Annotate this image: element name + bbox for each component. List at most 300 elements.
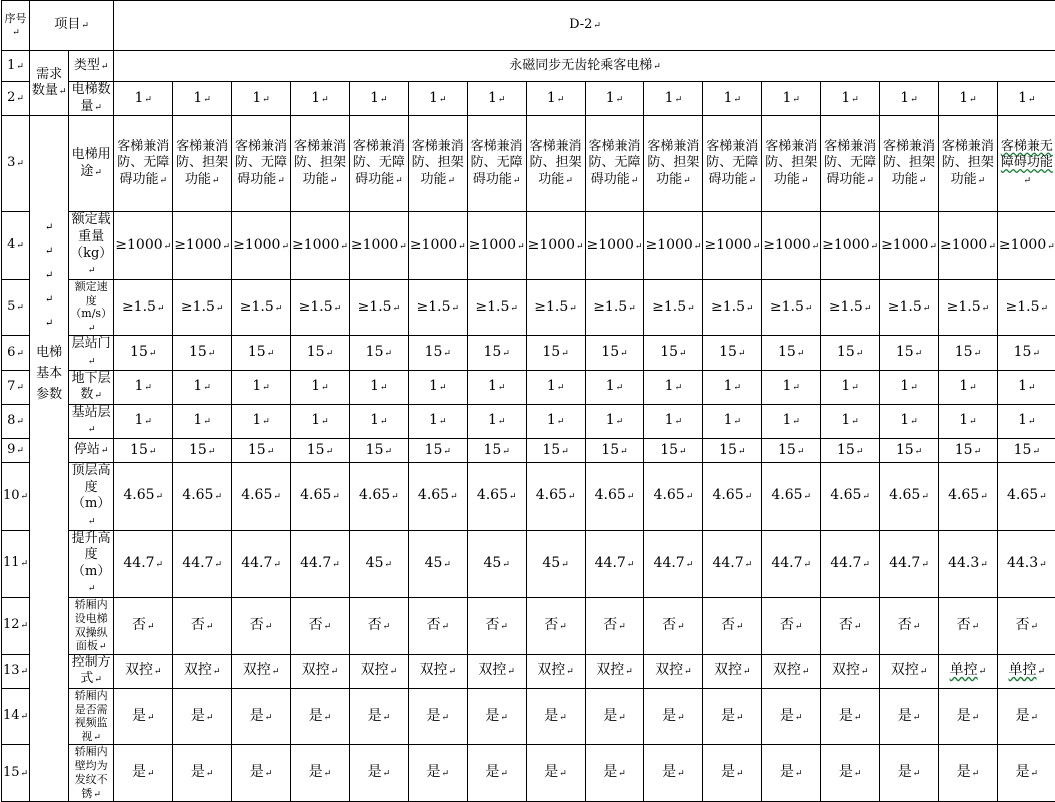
table-row: [2, 51, 1055, 82]
paragraph-mark-icon: ↵: [451, 304, 459, 314]
data-cell: [349, 116, 408, 212]
data-cell: [821, 336, 880, 370]
data-cell: [880, 463, 939, 531]
paragraph-mark-icon: ↵: [745, 492, 753, 502]
paragraph-mark-icon: ↵: [653, 62, 661, 72]
paragraph-mark-icon: ↵: [395, 176, 403, 186]
data-cell-text: 是: [1016, 764, 1030, 780]
paragraph-mark-icon: ↵: [332, 560, 340, 570]
data-cell-text: 是: [250, 708, 264, 724]
row-label-text: 额定载重量（kg）: [70, 212, 112, 260]
paragraph-mark-icon: ↵: [557, 417, 565, 427]
data-cell-text: 15: [248, 442, 266, 458]
paragraph-mark-icon: ↵: [982, 304, 990, 314]
data-cell-text: 否: [603, 617, 617, 633]
paragraph-mark-icon: ↵: [635, 242, 643, 252]
data-cell-text: 是: [957, 764, 971, 780]
data-cell: [938, 439, 997, 463]
data-cell-text: 1: [782, 378, 791, 394]
paragraph-mark-icon: ↵: [679, 349, 687, 359]
table-row: [2, 370, 1055, 404]
data-cell: [349, 530, 408, 598]
data-cell: [232, 439, 291, 463]
data-cell: [291, 212, 350, 280]
paragraph-mark-icon: ↵: [380, 95, 388, 105]
data-cell: [408, 745, 467, 802]
paragraph-mark-icon: ↵: [21, 621, 29, 631]
data-cell: [349, 654, 408, 688]
paragraph-mark-icon: ↵: [502, 560, 510, 570]
paragraph-mark-icon: ↵: [21, 492, 29, 502]
data-cell-text: 1: [900, 412, 909, 428]
row-number: [2, 82, 30, 116]
data-cell: [938, 336, 997, 370]
paragraph-mark-icon: ↵: [969, 383, 977, 393]
paragraph-mark-icon: ↵: [154, 667, 162, 677]
data-cell-text: 是: [485, 764, 499, 780]
data-cell-text: 1: [252, 412, 261, 428]
paragraph-mark-icon: ↵: [21, 769, 29, 779]
paragraph-mark-icon: ↵: [631, 176, 639, 186]
paragraph-mark-icon: ↵: [593, 21, 601, 31]
data-cell: [644, 688, 703, 745]
data-cell: [173, 439, 232, 463]
data-cell-text: 15: [719, 442, 737, 458]
data-cell-text: 双控: [714, 662, 742, 678]
paragraph-mark-icon: ↵: [507, 667, 515, 677]
header-item: [30, 1, 114, 51]
paragraph-mark-icon: ↵: [915, 349, 923, 359]
data-cell-text: 否: [957, 617, 971, 633]
data-cell: [585, 212, 644, 280]
data-cell: [114, 404, 173, 438]
data-cell: [644, 116, 703, 212]
paragraph-mark-icon: ↵: [331, 667, 339, 677]
data-cell: [467, 279, 526, 336]
data-cell-text: 4.65: [182, 487, 213, 503]
paragraph-mark-icon: ↵: [510, 304, 518, 314]
row-number-text: 7: [7, 379, 15, 394]
paragraph-mark-icon: ↵: [147, 713, 155, 723]
paragraph-mark-icon: ↵: [500, 713, 508, 723]
data-cell: [114, 598, 173, 655]
data-cell-text: ≥1.5: [416, 299, 450, 315]
data-cell: [349, 212, 408, 280]
paragraph-mark-icon: ↵: [746, 304, 754, 314]
paragraph-mark-icon: ↵: [921, 560, 929, 570]
row-label: [69, 279, 114, 336]
data-cell-text: ≥1000: [881, 237, 928, 253]
data-cell-text: 客梯兼消防、无障碍功能: [588, 139, 640, 187]
data-cell-text: ≥1000: [999, 237, 1046, 253]
data-cell-text: 是: [957, 708, 971, 724]
data-cell-text: 否: [780, 617, 794, 633]
data-cell: [821, 439, 880, 463]
data-cell: [762, 463, 821, 531]
data-cell-text: 1: [370, 378, 379, 394]
paragraph-mark-icon: ↵: [733, 95, 741, 105]
paragraph-mark-icon: ↵: [164, 242, 172, 252]
data-cell: [644, 404, 703, 438]
paragraph-mark-icon: ↵: [31, 264, 67, 288]
paragraph-mark-icon: ↵: [1039, 560, 1047, 570]
data-cell-text: 15: [955, 442, 973, 458]
row-label: [69, 82, 114, 116]
row-number-text: 8: [7, 413, 15, 428]
data-cell-text: ≥1.5: [711, 299, 745, 315]
data-cell: [585, 82, 644, 116]
data-cell: [467, 336, 526, 370]
data-cell: [585, 279, 644, 336]
row-label-text: 电梯用途: [72, 147, 111, 179]
data-cell: [349, 688, 408, 745]
paragraph-mark-icon: ↵: [683, 176, 691, 186]
data-cell: [585, 530, 644, 598]
data-cell: [997, 463, 1055, 531]
paragraph-mark-icon: ↵: [206, 769, 214, 779]
data-cell: [880, 336, 939, 370]
paragraph-mark-icon: ↵: [88, 266, 96, 276]
table-row: [2, 212, 1055, 280]
data-cell: [880, 212, 939, 280]
data-cell: [173, 688, 232, 745]
data-cell-text: 是: [721, 708, 735, 724]
data-cell: [232, 279, 291, 336]
paragraph-mark-icon: ↵: [749, 176, 757, 186]
data-cell-text: 4.65: [123, 487, 154, 503]
paragraph-mark-icon: ↵: [684, 667, 692, 677]
paragraph-mark-icon: ↵: [330, 176, 338, 186]
data-cell: [349, 598, 408, 655]
paragraph-mark-icon: ↵: [1047, 242, 1055, 252]
data-cell-text: 44.3: [1007, 555, 1038, 571]
data-cell-text: 15: [366, 344, 384, 360]
data-cell: [467, 404, 526, 438]
data-cell: [526, 463, 585, 531]
data-cell: [114, 279, 173, 336]
data-cell-text: 否: [662, 617, 676, 633]
data-cell-text: 15: [1014, 442, 1032, 458]
data-cell-text: 45: [366, 555, 384, 571]
paragraph-mark-icon: ↵: [99, 642, 107, 652]
row-label: [69, 654, 114, 688]
data-cell-text: 1: [841, 378, 850, 394]
data-cell-text: ≥1.5: [947, 299, 981, 315]
data-cell-text: ≥1000: [704, 237, 751, 253]
data-cell-text: 15: [778, 344, 796, 360]
table-row: [2, 688, 1055, 745]
data-cell-text: ≥1000: [233, 237, 280, 253]
paragraph-mark-icon: ↵: [262, 383, 270, 393]
paragraph-mark-icon: ↵: [792, 417, 800, 427]
data-cell: [526, 439, 585, 463]
table-row: [2, 463, 1055, 531]
data-cell-text: 单控: [950, 662, 978, 678]
paragraph-mark-icon: ↵: [687, 304, 695, 314]
data-cell-text: 客梯兼消防、担架功能: [530, 139, 582, 187]
data-cell-text: 客梯兼消防、担架功能: [647, 139, 699, 187]
data-cell: [232, 370, 291, 404]
paragraph-mark-icon: ↵: [854, 769, 862, 779]
paragraph-mark-icon: ↵: [157, 304, 165, 314]
data-cell-text: ≥1000: [410, 237, 457, 253]
data-cell: [114, 439, 173, 463]
paragraph-mark-icon: ↵: [265, 622, 273, 632]
data-cell-text: 是: [191, 708, 205, 724]
data-cell-text: ≥1000: [115, 237, 162, 253]
paragraph-mark-icon: ↵: [851, 417, 859, 427]
data-cell: [408, 654, 467, 688]
paragraph-mark-icon: ↵: [206, 713, 214, 723]
paragraph-mark-icon: ↵: [324, 622, 332, 632]
paragraph-mark-icon: ↵: [736, 622, 744, 632]
paragraph-mark-icon: ↵: [213, 667, 221, 677]
data-cell-text: 1: [900, 378, 909, 394]
paragraph-mark-icon: ↵: [792, 95, 800, 105]
paragraph-mark-icon: ↵: [159, 176, 167, 186]
paragraph-mark-icon: ↵: [94, 675, 102, 685]
data-cell: [467, 745, 526, 802]
data-cell: [408, 82, 467, 116]
data-cell-text: 1: [782, 412, 791, 428]
data-cell: [173, 654, 232, 688]
data-cell: [173, 598, 232, 655]
data-cell: [114, 463, 173, 531]
paragraph-mark-icon: ↵: [910, 417, 918, 427]
data-cell: [349, 404, 408, 438]
data-cell: [585, 404, 644, 438]
data-cell-text: 44.3: [948, 555, 979, 571]
data-cell-text: 是: [544, 708, 558, 724]
data-cell-text: 15: [542, 442, 560, 458]
data-cell: [644, 370, 703, 404]
paragraph-mark-icon: ↵: [694, 242, 702, 252]
data-cell: [997, 116, 1055, 212]
paragraph-mark-icon: ↵: [559, 713, 567, 723]
data-cell-text: 客梯兼消防、无障碍功能: [117, 139, 169, 187]
data-cell: [585, 336, 644, 370]
data-cell-text: 1: [606, 378, 615, 394]
paragraph-mark-icon: ↵: [498, 383, 506, 393]
paragraph-mark-icon: ↵: [568, 492, 576, 502]
data-cell-text: 是: [898, 708, 912, 724]
data-cell-text: ≥1.5: [181, 299, 215, 315]
data-cell-text: 双控: [596, 662, 624, 678]
row-number: [2, 279, 30, 336]
data-cell-text: 是: [368, 764, 382, 780]
paragraph-mark-icon: ↵: [792, 383, 800, 393]
data-cell-text: 是: [309, 764, 323, 780]
row-label: [69, 598, 114, 655]
data-cell: [291, 279, 350, 336]
data-cell-text: 1: [135, 412, 144, 428]
data-cell: [997, 336, 1055, 370]
data-cell-text: 45: [483, 555, 501, 571]
data-cell-text: 15: [1014, 344, 1032, 360]
paragraph-mark-icon: ↵: [745, 560, 753, 570]
data-cell: [821, 530, 880, 598]
group-demand-text: 需求数量: [32, 67, 62, 99]
data-cell: [762, 404, 821, 438]
data-cell: [408, 404, 467, 438]
data-cell: [938, 116, 997, 212]
data-cell: [821, 370, 880, 404]
data-cell: [938, 212, 997, 280]
data-cell-text: 双控: [478, 662, 506, 678]
paragraph-mark-icon: ↵: [500, 769, 508, 779]
data-cell: [821, 688, 880, 745]
table-header-row: [2, 1, 1055, 51]
paragraph-mark-icon: ↵: [812, 242, 820, 252]
row-label: [69, 212, 114, 280]
paragraph-mark-icon: ↵: [144, 417, 152, 427]
data-cell-text: 15: [483, 344, 501, 360]
row-label-text: 层站门: [72, 336, 111, 351]
data-cell: [644, 463, 703, 531]
data-cell-text: 是: [132, 708, 146, 724]
data-cell: [526, 279, 585, 336]
table-row: [2, 654, 1055, 688]
row-number: [2, 336, 30, 370]
row-number: [2, 463, 30, 531]
data-cell-text: 是: [603, 764, 617, 780]
data-cell: [467, 463, 526, 531]
data-cell: [880, 530, 939, 598]
data-cell-text: ≥1.5: [888, 299, 922, 315]
data-cell-text: 客梯兼无障碍功能: [1001, 139, 1053, 171]
data-cell-text: 是: [839, 708, 853, 724]
paragraph-mark-icon: ↵: [618, 622, 626, 632]
data-cell-text: ≥1.5: [652, 299, 686, 315]
row-number: [2, 370, 30, 404]
data-cell: [291, 688, 350, 745]
paragraph-mark-icon: ↵: [566, 667, 574, 677]
data-cell: [938, 82, 997, 116]
data-cell: [703, 370, 762, 404]
data-cell-text: 15: [425, 344, 443, 360]
data-cell-text: 1: [547, 90, 556, 106]
paragraph-mark-icon: ↵: [31, 288, 67, 312]
data-cell: [291, 404, 350, 438]
paragraph-mark-icon: ↵: [616, 383, 624, 393]
paragraph-mark-icon: ↵: [147, 769, 155, 779]
paragraph-mark-icon: ↵: [686, 492, 694, 502]
paragraph-mark-icon: ↵: [380, 383, 388, 393]
paragraph-mark-icon: ↵: [88, 324, 96, 334]
data-cell-text: 客梯兼消防、无障碍功能: [824, 139, 876, 187]
data-cell: [526, 745, 585, 802]
paragraph-mark-icon: ↵: [974, 447, 982, 457]
data-cell-text: 1: [547, 412, 556, 428]
data-cell: [291, 439, 350, 463]
paragraph-mark-icon: ↵: [147, 622, 155, 632]
paragraph-mark-icon: ↵: [16, 446, 24, 456]
data-cell: [762, 116, 821, 212]
paragraph-mark-icon: ↵: [16, 349, 24, 359]
data-cell-text: 1: [193, 378, 202, 394]
data-cell-text: 15: [189, 442, 207, 458]
data-cell: [408, 439, 467, 463]
data-cell: [644, 598, 703, 655]
data-cell: [349, 279, 408, 336]
data-cell: [880, 745, 939, 802]
data-cell-text: ≥1000: [763, 237, 810, 253]
data-cell: [114, 336, 173, 370]
data-cell: [291, 654, 350, 688]
data-cell-text: 45: [542, 555, 560, 571]
data-cell: [349, 82, 408, 116]
data-cell: [408, 370, 467, 404]
paragraph-mark-icon: ↵: [441, 622, 449, 632]
data-cell: [880, 439, 939, 463]
table-row: [2, 404, 1055, 438]
data-cell-text: 1: [429, 378, 438, 394]
data-cell: [349, 745, 408, 802]
data-cell: [232, 82, 291, 116]
paragraph-mark-icon: ↵: [1039, 492, 1047, 502]
paragraph-mark-icon: ↵: [1028, 383, 1036, 393]
paragraph-mark-icon: ↵: [795, 622, 803, 632]
data-cell: [880, 654, 939, 688]
paragraph-mark-icon: ↵: [94, 168, 102, 178]
data-cell-text: ≥1000: [645, 237, 692, 253]
data-cell: [703, 404, 762, 438]
data-cell: [880, 688, 939, 745]
data-cell-text: 是: [662, 764, 676, 780]
data-cell-text: 双控: [773, 662, 801, 678]
data-cell-text: 是: [898, 764, 912, 780]
paragraph-mark-icon: ↵: [627, 492, 635, 502]
table-row: [2, 279, 1055, 336]
data-cell: [997, 370, 1055, 404]
row-number: [2, 654, 30, 688]
data-cell-text: 44.7: [889, 555, 920, 571]
data-cell: [526, 212, 585, 280]
row-label: [69, 404, 114, 438]
data-cell: [762, 654, 821, 688]
paragraph-mark-icon: ↵: [273, 560, 281, 570]
data-cell: [232, 654, 291, 688]
paragraph-mark-icon: ↵: [1041, 304, 1049, 314]
data-cell-text: 1: [782, 90, 791, 106]
data-cell: [114, 212, 173, 280]
data-cell-text: ≥1000: [940, 237, 987, 253]
paragraph-mark-icon: ↵: [675, 417, 683, 427]
paragraph-mark-icon: ↵: [458, 242, 466, 252]
data-cell-text: 双控: [655, 662, 683, 678]
paragraph-mark-icon: ↵: [216, 304, 224, 314]
paragraph-mark-icon: ↵: [1031, 769, 1039, 779]
header-seq-text: 序号: [5, 12, 27, 25]
data-cell-text: 15: [189, 344, 207, 360]
data-cell: [997, 82, 1055, 116]
data-cell-text: ≥1.5: [475, 299, 509, 315]
data-cell-text: 1: [841, 412, 850, 428]
paragraph-mark-icon: ↵: [804, 560, 812, 570]
paragraph-mark-icon: ↵: [871, 242, 879, 252]
paragraph-mark-icon: ↵: [448, 667, 456, 677]
paragraph-mark-icon: ↵: [910, 95, 918, 105]
paragraph-mark-icon: ↵: [439, 383, 447, 393]
paragraph-mark-icon: ↵: [399, 242, 407, 252]
data-cell-text: 客梯兼消防、担架功能: [412, 139, 464, 187]
paragraph-mark-icon: ↵: [854, 622, 862, 632]
data-cell: [703, 745, 762, 802]
paragraph-mark-icon: ↵: [59, 87, 67, 97]
data-cell-text: 1: [311, 378, 320, 394]
data-cell-text: 1: [724, 378, 733, 394]
data-cell: [526, 598, 585, 655]
